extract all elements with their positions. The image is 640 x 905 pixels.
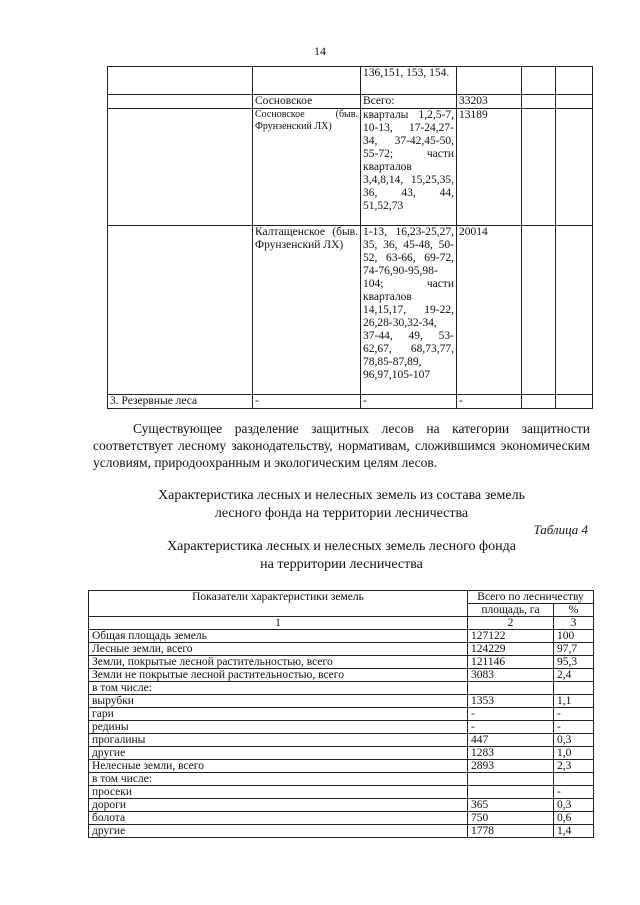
row-area: 750 [468, 812, 554, 825]
row-area: 3083 [468, 669, 554, 682]
row-percent: - [554, 721, 594, 734]
table-row [89, 708, 594, 721]
row-label: Земли не покрытые лесной растительностью, всего [89, 669, 468, 682]
row-area: 447 [468, 734, 554, 747]
row-label: в том числе: [89, 773, 468, 786]
table-row [89, 760, 594, 773]
row-percent: - [554, 708, 594, 721]
header-group: Всего по лесничеству [468, 591, 594, 604]
table-cell [108, 109, 253, 226]
table-title [93, 538, 590, 574]
table-header-row [89, 591, 594, 604]
row-percent: 1,4 [554, 825, 594, 838]
row-percent: 97,7 [554, 643, 594, 656]
row-label: Общая площадь земель [89, 630, 468, 643]
table-cell: 20014 [457, 226, 522, 395]
row-percent: 0,3 [554, 799, 594, 812]
row-area [468, 682, 554, 695]
row-label: просеки [89, 786, 468, 799]
section-title [93, 487, 590, 523]
row-label: другие [89, 747, 468, 760]
row-label: дороги [89, 799, 468, 812]
table-row [89, 721, 594, 734]
table-cell [522, 226, 556, 395]
table-cell: 3. Резервные леса [108, 395, 253, 409]
row-percent: 0,6 [554, 812, 594, 825]
row-area: 1283 [468, 747, 554, 760]
row-area: - [468, 721, 554, 734]
reserve-forests-table [107, 66, 593, 409]
row-percent: - [554, 786, 594, 799]
table-cell [253, 67, 361, 95]
row-percent: 1,0 [554, 747, 594, 760]
table-row [89, 734, 594, 747]
table-row [89, 669, 594, 682]
table-cell: Калтащенское (быв. Фрунзенский ЛХ) [253, 226, 361, 395]
table-cell [556, 226, 593, 395]
table-cell: Сосновское (быв. Фрунзенский ЛХ) [253, 109, 361, 226]
row-percent: 0,3 [554, 734, 594, 747]
row-percent [554, 682, 594, 695]
column-number: 1 [89, 617, 468, 630]
table-cell: Всего: [361, 95, 457, 109]
row-label: другие [89, 825, 468, 838]
table-cell [522, 395, 556, 409]
table-cell: 13189 [457, 109, 522, 226]
body-paragraph [93, 420, 590, 471]
header-area: площадь, га [468, 604, 554, 617]
table-cell [556, 95, 593, 109]
row-label: гари [89, 708, 468, 721]
row-area: 1353 [468, 695, 554, 708]
row-label: Земли, покрытые лесной растительностью, всего [89, 656, 468, 669]
table-row [108, 67, 593, 95]
table-cell: Сосновское [253, 95, 361, 109]
table-label: Таблица 4 [533, 522, 588, 537]
table-title-line-1: Характеристика лесных и нелесных земель лесного фонда [167, 539, 516, 554]
table-row [108, 395, 593, 409]
table-cell [522, 109, 556, 226]
table-row [108, 109, 593, 226]
paragraph-text: Существующее разделение защитных лесов на категории защитности соответствует лесному законодательству, нормативам, сложившимся экономическим условиям, природоохранным и экологическим целям лесов. [93, 421, 590, 470]
page-number: 14 [314, 44, 326, 58]
table-row [89, 773, 594, 786]
table-cell [108, 95, 253, 109]
table-cell: кварталы 1,2,5-7, 10-13, 17-24,27-34, 37-42,45-50, 55-72; части кварталов 3,4,8,14, 15,25,35, 36, 43, 44, 51,52,73 [361, 109, 457, 226]
row-label: редины [89, 721, 468, 734]
table-cell [556, 67, 593, 95]
row-area: 1778 [468, 825, 554, 838]
table-cell [108, 226, 253, 395]
table-number-row [89, 617, 594, 630]
table-cell [522, 67, 556, 95]
table-row [89, 630, 594, 643]
row-area: 124229 [468, 643, 554, 656]
table-row [89, 786, 594, 799]
row-label: Нелесные земли, всего [89, 760, 468, 773]
column-number: 3 [554, 617, 594, 630]
row-label: Лесные земли, всего [89, 643, 468, 656]
table-row [89, 825, 594, 838]
table-cell: 136,151, 153, 154. [361, 67, 457, 95]
table-cell: - [253, 395, 361, 409]
table-row [89, 812, 594, 825]
row-area: 365 [468, 799, 554, 812]
table-row [108, 226, 593, 395]
row-label: в том числе: [89, 682, 468, 695]
row-percent: 1,1 [554, 695, 594, 708]
table-cell: - [457, 395, 522, 409]
land-characteristics-table [88, 590, 594, 838]
table-row [89, 799, 594, 812]
header-indicator: Показатели характеристики земель [89, 591, 468, 617]
section-title-line-1: Характеристика лесных и нелесных земель из состава земель [158, 488, 525, 503]
table-cell [457, 67, 522, 95]
table-row [89, 643, 594, 656]
section-title-line-2: лесного фонда на территории лесничества [214, 506, 469, 521]
table-cell [522, 95, 556, 109]
table-cell: 1-13, 16,23-25,27, 35, 36, 45-48, 50-52, 63-66, 69-72, 74-76,90-95,98-104; части кварталов 14,15,17, 19-22, 26,28-30,32-34, 37-44, 49, 53-62,67, 68,73,77, 78,85-87,89, 96,97,105-107 [361, 226, 457, 395]
table-cell [108, 67, 253, 95]
row-area: 127122 [468, 630, 554, 643]
table-row [89, 656, 594, 669]
row-area: 2893 [468, 760, 554, 773]
table-row [89, 682, 594, 695]
column-number: 2 [468, 617, 554, 630]
row-percent [554, 773, 594, 786]
row-area [468, 773, 554, 786]
row-area: 121146 [468, 656, 554, 669]
table-title-line-2: на территории лесничества [260, 557, 423, 572]
row-percent: 100 [554, 630, 594, 643]
table-cell [556, 109, 593, 226]
table-row [89, 747, 594, 760]
table-cell: 33203 [457, 95, 522, 109]
table-cell: - [361, 395, 457, 409]
row-label: вырубки [89, 695, 468, 708]
row-percent: 2,3 [554, 760, 594, 773]
row-percent: 95,3 [554, 656, 594, 669]
table-row [108, 95, 593, 109]
header-percent: % [554, 604, 594, 617]
row-percent: 2,4 [554, 669, 594, 682]
row-label: прогалины [89, 734, 468, 747]
table-cell [556, 395, 593, 409]
row-area [468, 786, 554, 799]
table-row [89, 695, 594, 708]
row-label: болота [89, 812, 468, 825]
row-area: - [468, 708, 554, 721]
